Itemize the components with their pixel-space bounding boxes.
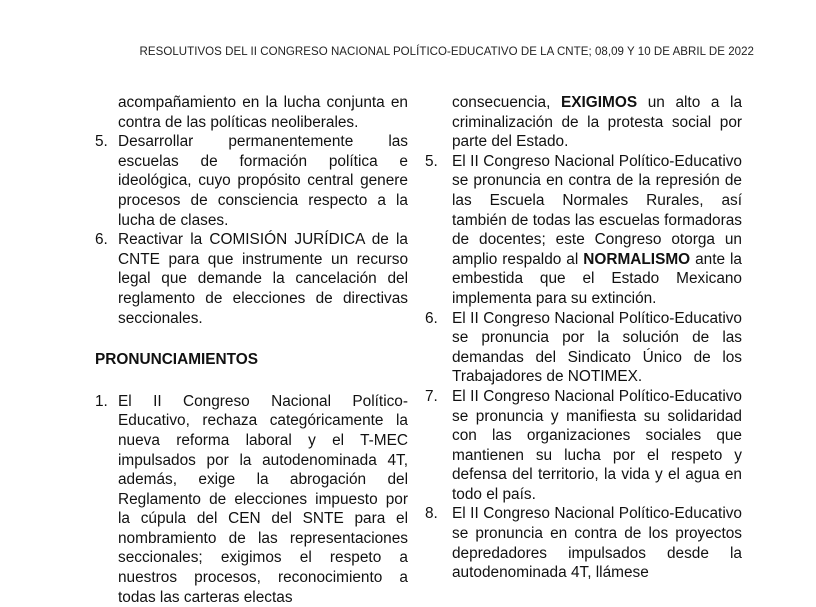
left-column [95, 93, 408, 607]
list-text: El II Congreso Nacional Político-Educativo se pronuncia en contra de los proyectos depredadores impulsados desde la autodenominada 4T, llámese [452, 505, 742, 582]
list-number: 5. [95, 133, 108, 151]
list-item [95, 230, 408, 328]
list-number: 6. [425, 309, 438, 327]
list-text [452, 152, 742, 309]
text-run: El II Congreso Nacional Político-Educativo se pronuncia en contra de la represión de las Escuela Normales Rurales, así también de todas las escuelas formadoras de docentes; este Congreso otorga un amplio respaldo al [452, 152, 742, 268]
list-item [95, 132, 408, 230]
right-column [425, 93, 742, 583]
text-run: ante la embestida que el Estado Mexicano implementa para su extinción. [452, 250, 742, 307]
list-number: 5. [425, 152, 438, 170]
list-item [425, 387, 742, 505]
list-number: 1. [95, 392, 108, 410]
emphasis-text: COMISIÓN JURÍDICA [209, 231, 365, 249]
text-run: de la CNTE para que instrumente un recurso legal que demande la cancelación del reglamento de elecciones de directivas seccionales. [118, 231, 408, 327]
list-item [425, 309, 742, 387]
text-run: un alto a la criminalización de la protesta social por parte del Estado. [452, 94, 743, 151]
section-title: PRONUNCIAMIENTOS [95, 351, 259, 369]
text-run: Reactivar la [118, 231, 210, 249]
document-header: RESOLUTIVOS DEL II CONGRESO NACIONAL POLÍTICO-EDUCATIVO DE LA CNTE; 08,09 Y 10 DE ABRIL DE 2022 [139, 46, 754, 58]
text-run: consecuencia, [452, 94, 561, 111]
list-number: 6. [95, 231, 108, 249]
list-number: 7. [425, 387, 438, 405]
list-number: 8. [425, 505, 438, 523]
list-text: El II Congreso Nacional Político-Educativo se pronuncia y manifiesta su solidaridad con las organizaciones sociales que mantienen su lucha por el respeto y defensa del territorio, la vida y el agua en todo el país. [452, 387, 742, 503]
emphasis-text: NORMALISMO [583, 250, 691, 268]
list-text: El II Congreso Nacional Político-Educativo se pronuncia por la solución de las demandas del Sindicato Único de los Trabajadores de NOTIMEX. [452, 309, 742, 386]
list-text: El II Congreso Nacional Político-Educativo, rechaza categóricamente la nueva reforma laboral y el T-MEC impulsados por la autodenominada 4T, además, exige la abrogación del Reglamento de elecciones impuesto por la cúpula del CEN del SNTE para el nombramiento de las representaciones seccionales; exigimos el respeto a nuestros procesos, reconocimiento a todas las carteras electas [118, 392, 408, 606]
emphasis-text: EXIGIMOS [561, 94, 638, 111]
list-item [95, 392, 408, 607]
continuation-paragraph [425, 93, 742, 152]
list-item [425, 152, 742, 309]
list-text [118, 230, 408, 328]
list-item [425, 504, 742, 582]
continuation-paragraph: acompañamiento en la lucha conjunta en contra de las políticas neoliberales. [118, 94, 408, 131]
list-text: Desarrollar permanentemente las escuelas de formación política e ideológica, cuyo propósito central genere procesos de consciencia respecto a la lucha de clases. [118, 133, 408, 229]
